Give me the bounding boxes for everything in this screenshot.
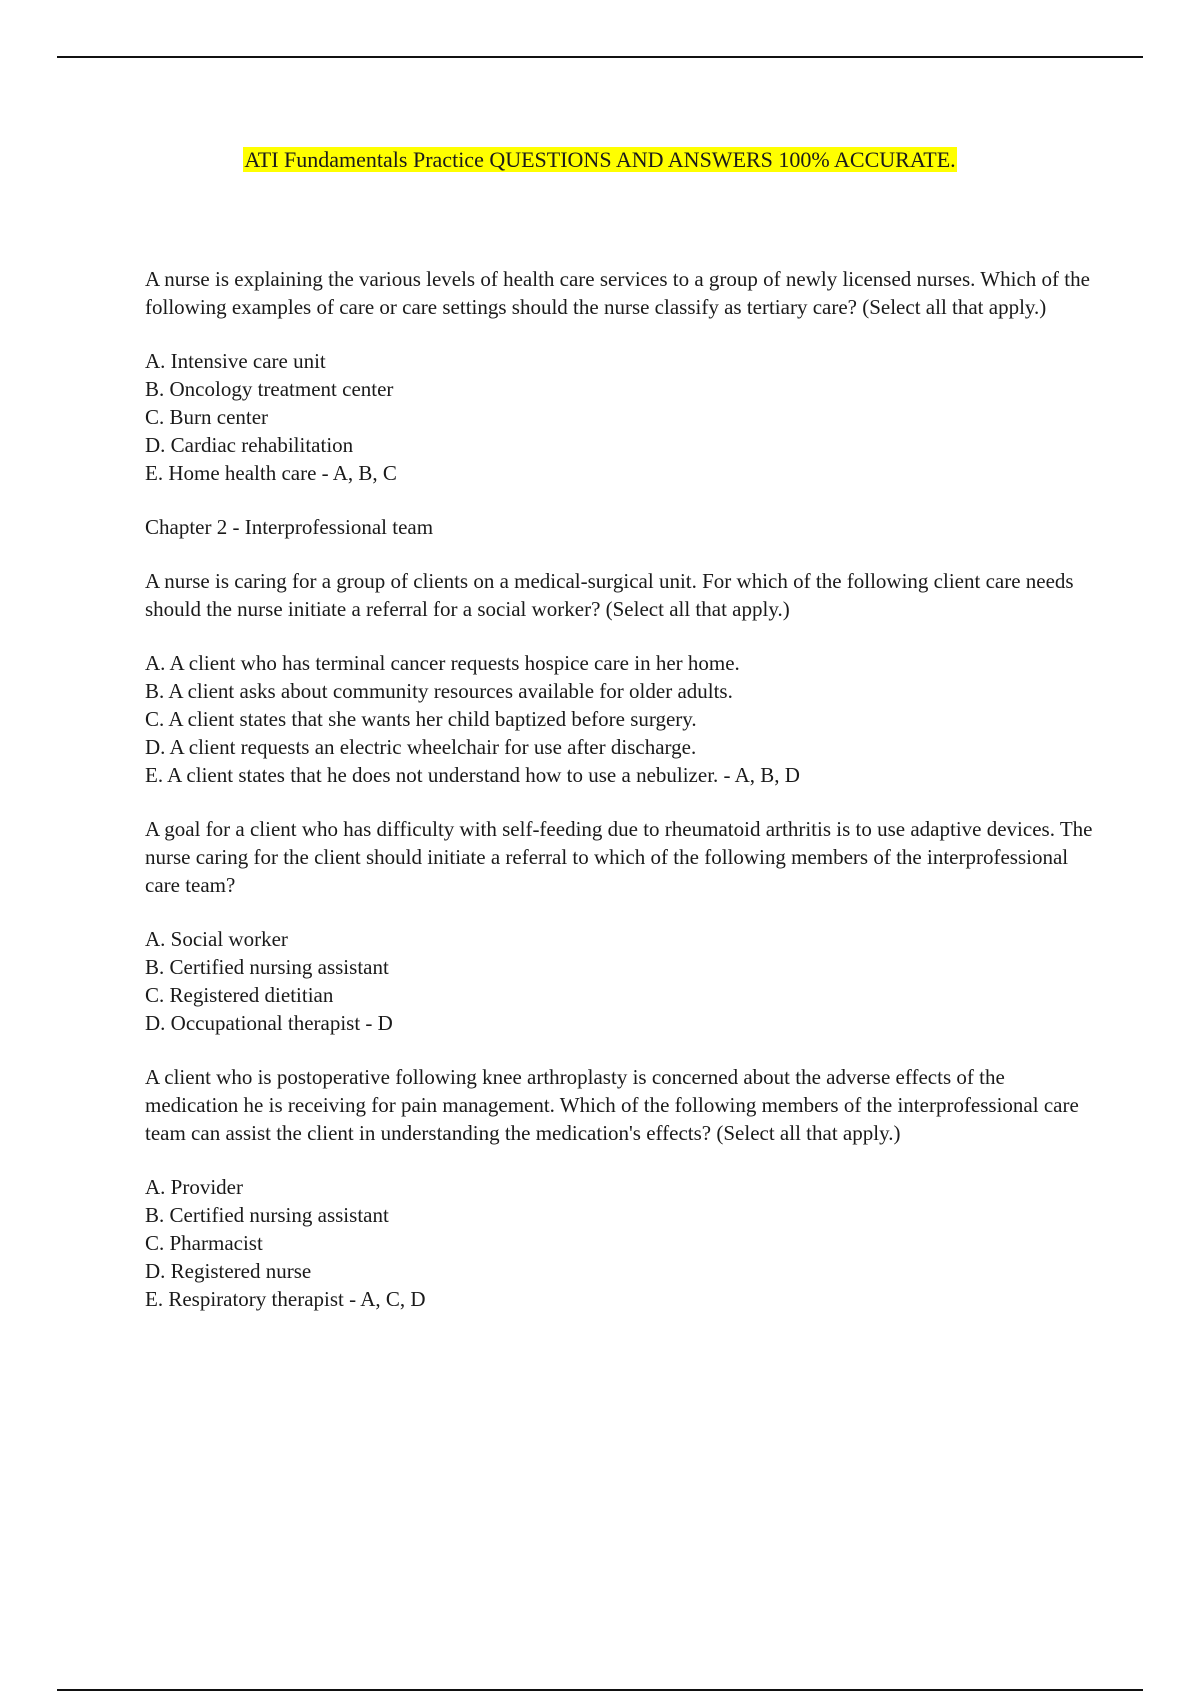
answer-option: B. A client asks about community resources available for older adults. — [145, 679, 733, 703]
answer-option: B. Oncology treatment center — [145, 377, 394, 401]
answer-option: C. Burn center — [145, 405, 269, 429]
answer-option: A. Intensive care unit — [145, 349, 326, 373]
answer-option: A. Social worker — [145, 927, 288, 951]
answer-option: A. Provider — [145, 1175, 243, 1199]
chapter-heading: Chapter 2 - Interprofessional team — [145, 515, 434, 539]
answer-options — [145, 649, 1095, 789]
question-text: A nurse is caring for a group of clients on a medical-surgical unit. For which of the following client care needs should the nurse initiate a referral for a social worker? (Select all that apply.) — [145, 569, 1074, 621]
question-text: A client who is postoperative following knee arthroplasty is concerned about the adverse effects of the medication he is receiving for pain management. Which of the following members of the interprofessional care team can assist the client in understanding the medication's effects? (Select all that apply.) — [145, 1065, 1079, 1145]
title-container — [0, 146, 1200, 174]
answer-option: E. Home health care - A, B, C — [145, 461, 397, 485]
answer-option: D. Registered nurse — [145, 1259, 312, 1283]
bottom-rule — [57, 1689, 1143, 1691]
answer-options — [145, 925, 1095, 1037]
answer-option: C. A client states that she wants her child baptized before surgery. — [145, 707, 697, 731]
top-rule — [57, 56, 1143, 58]
answer-option: D. Cardiac rehabilitation — [145, 433, 354, 457]
answer-option: B. Certified nursing assistant — [145, 955, 389, 979]
answer-option: C. Pharmacist — [145, 1231, 263, 1255]
answer-option: D. A client requests an electric wheelchair for use after discharge. — [145, 735, 697, 759]
question-text: A nurse is explaining the various levels of health care services to a group of newly licensed nurses. Which of the following examples of care or care settings should the nurse classify as tertiary care? (Select all that apply.) — [145, 267, 1090, 319]
answer-option: A. A client who has terminal cancer requests hospice care in her home. — [145, 651, 740, 675]
question-text: A goal for a client who has difficulty with self-feeding due to rheumatoid arthritis is to use adaptive devices. The nurse caring for the client should initiate a referral to which of the following members of the interprofessional care team? — [145, 817, 1093, 897]
answer-options — [145, 347, 1095, 487]
answer-options — [145, 1173, 1095, 1313]
document-body — [145, 265, 1095, 1339]
answer-option: E. Respiratory therapist - A, C, D — [145, 1287, 426, 1311]
answer-option: C. Registered dietitian — [145, 983, 334, 1007]
answer-option: E. A client states that he does not understand how to use a nebulizer. - A, B, D — [145, 763, 800, 787]
answer-option: B. Certified nursing assistant — [145, 1203, 389, 1227]
answer-option: D. Occupational therapist - D — [145, 1011, 393, 1035]
document-title: ATI Fundamentals Practice QUESTIONS AND ANSWERS 100% ACCURATE. — [244, 147, 956, 172]
